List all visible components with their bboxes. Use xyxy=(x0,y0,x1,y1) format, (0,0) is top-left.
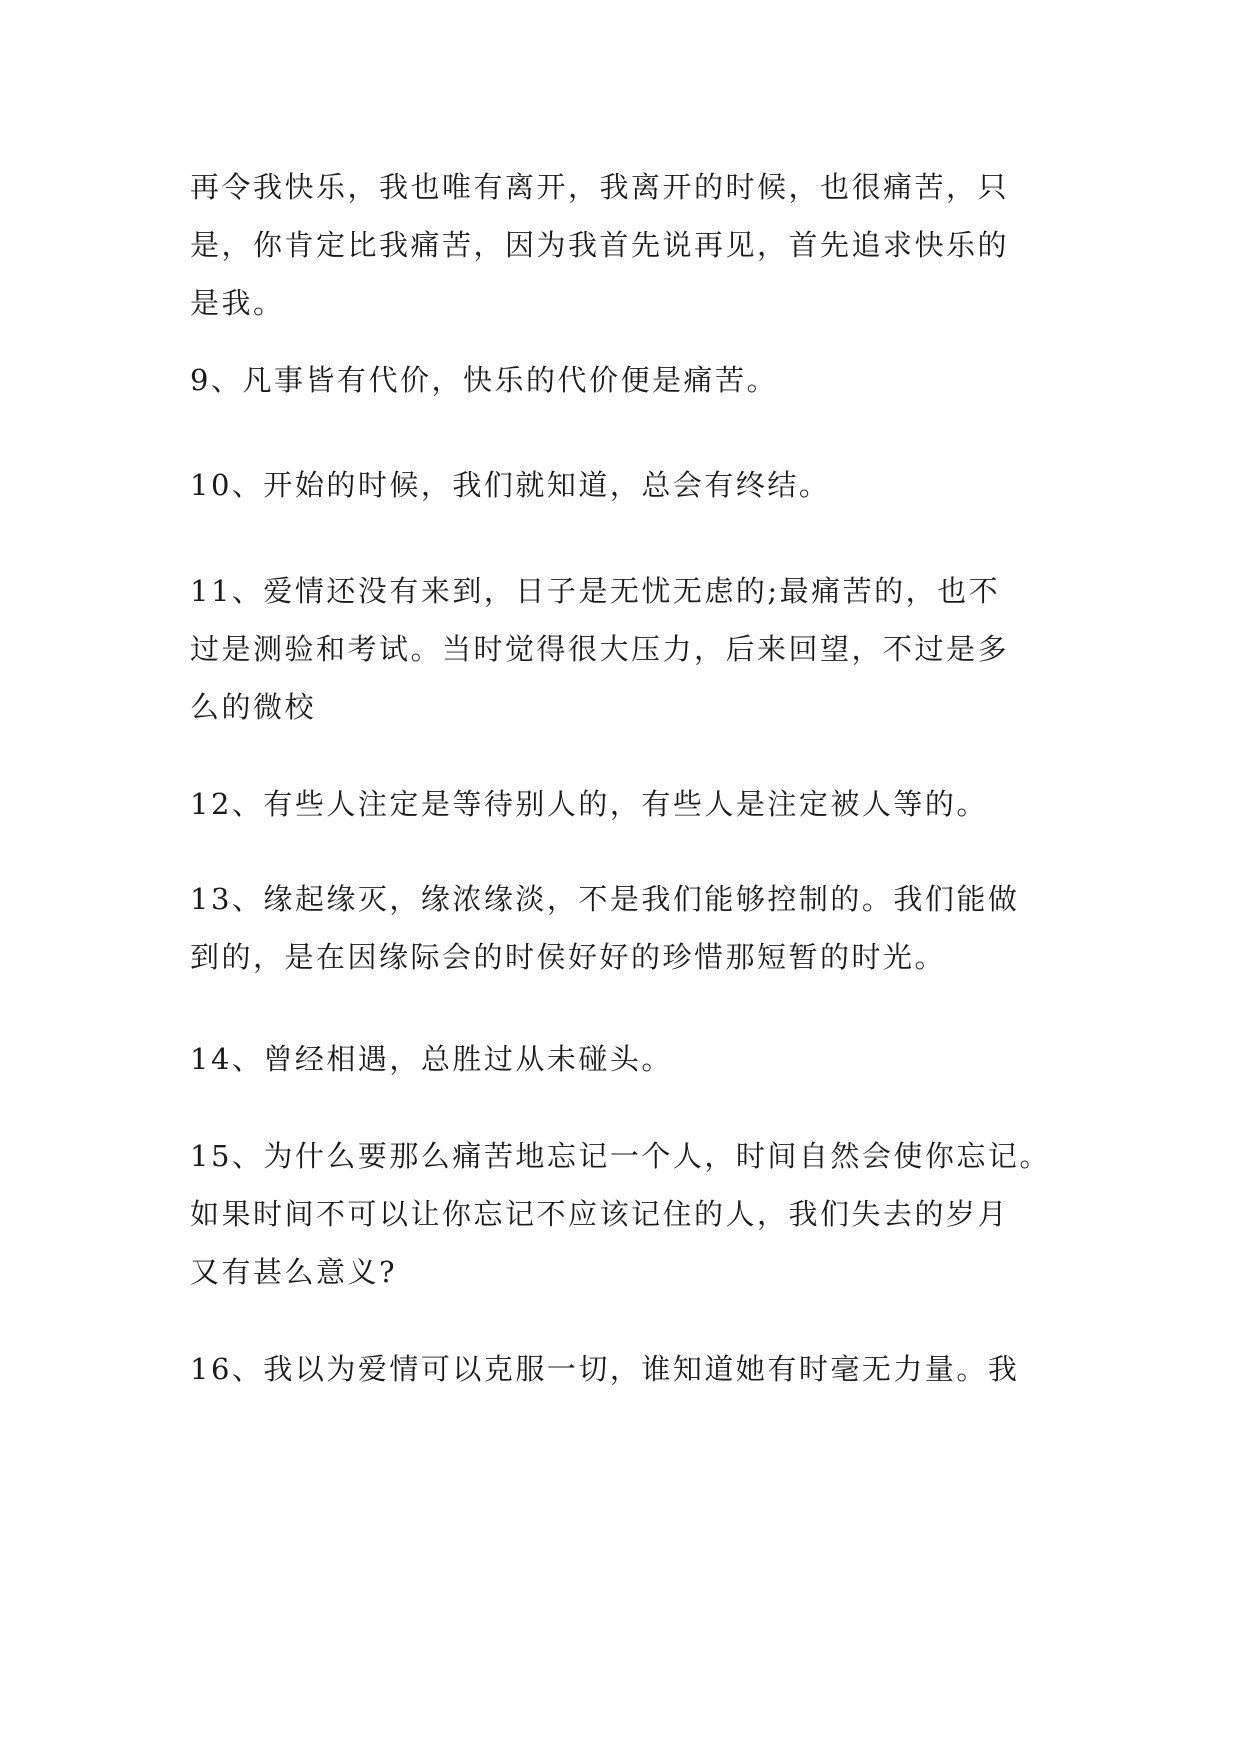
text-line: 再令我快乐，我也唯有离开，我离开的时候，也很痛苦，只 xyxy=(190,170,1010,204)
paragraph-15 xyxy=(190,1127,1050,1301)
text-line: 16、我以为爱情可以克服一切，谁知道她有时毫无力量。我 xyxy=(190,1352,1020,1386)
paragraph-9 xyxy=(190,351,1050,409)
text-line: 过是测验和考试。当时觉得很大压力，后来回望，不过是多 xyxy=(190,632,1010,666)
text-line: 是我。 xyxy=(190,286,285,320)
paragraph-11 xyxy=(190,562,1050,736)
paragraph-14 xyxy=(190,1030,1050,1088)
text-line: 如果时间不可以让你忘记不应该记住的人，我们失去的岁月 xyxy=(190,1197,1010,1231)
text-line: 10、开始的时候，我们就知道，总会有终结。 xyxy=(190,468,831,502)
text-line: 11、爱情还没有来到，日子是无忧无虑的;最痛苦的，也不 xyxy=(190,574,1001,608)
paragraph-16 xyxy=(190,1340,1050,1398)
text-line: 13、缘起缘灭，缘浓缘淡，不是我们能够控制的。我们能做 xyxy=(190,882,1020,916)
paragraph-13 xyxy=(190,870,1050,986)
text-line: 么的微校 xyxy=(190,690,317,724)
text-line: 15、为什么要那么痛苦地忘记一个人，时间自然会使你忘记。 xyxy=(190,1139,1051,1173)
text-line: 12、有些人注定是等待别人的，有些人是注定被人等的。 xyxy=(190,787,988,821)
text-line: 14、曾经相遇，总胜过从未碰头。 xyxy=(190,1042,673,1076)
text-line: 是，你肯定比我痛苦，因为我首先说再见，首先追求快乐的 xyxy=(190,228,1010,262)
text-line: 9、凡事皆有代价，快乐的代价便是痛苦。 xyxy=(190,363,778,397)
text-line: 到的，是在因缘际会的时侯好好的珍惜那短暂的时光。 xyxy=(190,940,947,974)
paragraph-8-continued xyxy=(190,158,1050,332)
text-line: 又有甚么意义? xyxy=(190,1255,398,1289)
paragraph-10 xyxy=(190,456,1050,514)
paragraph-12 xyxy=(190,775,1050,833)
